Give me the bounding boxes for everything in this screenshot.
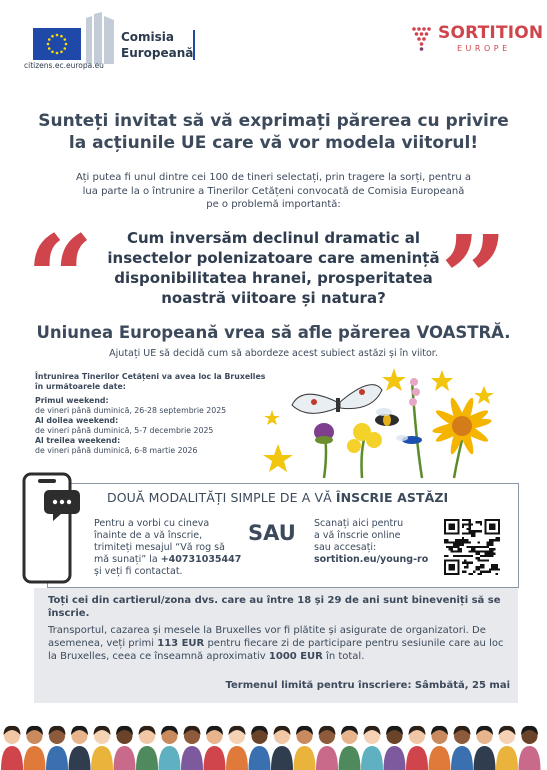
qr-module: [457, 550, 459, 552]
qr-module: [453, 544, 455, 546]
star-decoration: [264, 410, 280, 425]
person-body: [136, 746, 158, 770]
registration-url[interactable]: sortition.eu/young-ro: [314, 554, 429, 565]
qr-module: [464, 539, 466, 541]
qr-module: [448, 541, 450, 543]
qr-module: [451, 548, 453, 550]
qr-module: [466, 566, 468, 568]
qr-module: [457, 548, 459, 550]
qr-module: [478, 557, 480, 559]
qr-module: [493, 548, 495, 550]
dates-intro-line2: în următoarele date:: [35, 382, 126, 391]
qr-module: [491, 564, 493, 566]
main-question: [100, 228, 447, 308]
qr-module: [469, 562, 471, 564]
qr-module: [496, 564, 498, 566]
qr-module: [466, 523, 468, 525]
eu-star: [56, 34, 59, 37]
or-separator: SAU: [248, 521, 296, 545]
person-body: [159, 746, 181, 770]
qr-module: [478, 559, 480, 561]
qr-module: [487, 541, 489, 543]
costs-part2: pentru fiecare zi de participare pentru sesiunile care au loc la Bruxelles, ceea ce înseamnă aproximativ: [48, 638, 504, 663]
person-body: [181, 746, 203, 770]
person-body: [361, 746, 383, 770]
qr-module: [484, 546, 486, 548]
person-body: [519, 746, 541, 770]
qr-module: [489, 544, 491, 546]
qr-module: [491, 539, 493, 541]
qr-module: [466, 564, 468, 566]
qr-module: [448, 523, 455, 530]
qr-module: [460, 539, 462, 541]
qr-module: [469, 530, 471, 532]
intro-text: [40, 171, 507, 212]
qr-module: [471, 530, 473, 532]
qr-module: [475, 546, 477, 548]
qr-module: [487, 546, 489, 548]
qr-module: [462, 539, 464, 541]
qr-module: [471, 562, 473, 564]
registration-title: [107, 490, 448, 505]
registration-title-bold: ÎNSCRIE ASTĂZI: [335, 490, 449, 505]
sortition-logo-icon: [410, 24, 434, 52]
eu-flag-icon: [33, 28, 81, 60]
qr-module: [448, 548, 450, 550]
qr-module: [480, 546, 482, 548]
weekend2-label: Al doilea weekend:: [35, 416, 119, 425]
call-line4: mă sunați” la: [94, 554, 161, 565]
eu-star: [48, 47, 51, 50]
question-line4: noastră viitoare și natura?: [161, 289, 386, 307]
qr-module: [475, 521, 477, 523]
qr-module: [475, 553, 477, 555]
qr-module: [491, 555, 493, 557]
qr-module: [484, 553, 486, 555]
qr-module: [453, 555, 455, 557]
qr-module: [455, 555, 457, 557]
costs-part3: în total.: [322, 651, 365, 663]
qr-module: [480, 521, 482, 523]
qr-module: [466, 519, 468, 521]
star-decoration: [431, 370, 453, 391]
qr-module: [482, 564, 484, 566]
costs-part1: Transportul, cazarea și mesele la Bruxelles vor fi plătite și asigurate de organizatori. De asemenea, veți primi: [48, 625, 486, 650]
person-body: [1, 746, 23, 770]
person-body: [46, 746, 68, 770]
eu-wants-heading: Uniunea Europeană vrea să afle părerea VOASTRĂ.: [36, 323, 511, 342]
ec-name-line2: Europeană: [121, 46, 194, 60]
qr-module: [464, 559, 466, 561]
qr-module: [469, 573, 471, 575]
qr-module: [446, 546, 448, 548]
qr-module: [480, 555, 482, 557]
headline-line2: la acțiunile UE care vă vor modela viitorul!: [68, 133, 479, 153]
qr-module: [466, 532, 468, 534]
qr-module: [469, 523, 471, 525]
qr-module: [466, 539, 468, 541]
person-body: [294, 746, 316, 770]
qr-module: [493, 553, 495, 555]
qr-module: [489, 541, 491, 543]
qr-module: [478, 530, 480, 532]
qr-module: [462, 541, 464, 543]
qr-module: [455, 539, 457, 541]
scan-line1: Scanați aici pentru: [314, 518, 404, 529]
qr-module: [478, 550, 480, 552]
headline: [20, 110, 527, 154]
qr-module: [462, 519, 464, 521]
sortition-subtitle: EUROPE: [457, 44, 511, 53]
qr-module: [457, 539, 459, 541]
qr-module: [462, 544, 464, 546]
intro-line1: Ați putea fi unul dintre cei 100 de tineri selectați, prin tragere la sorți, pentru a: [75, 172, 472, 183]
qr-module: [471, 548, 473, 550]
call-line2: înainte de a vă înscrie,: [94, 530, 203, 541]
qr-module: [471, 523, 473, 525]
qr-module: [466, 541, 468, 543]
qr-module: [471, 573, 473, 575]
qr-module: [464, 519, 466, 521]
weekend1-label: Primul weekend:: [35, 396, 109, 405]
qr-module: [457, 546, 459, 548]
qr-module: [460, 541, 462, 543]
qr-module: [471, 550, 473, 552]
qr-module: [453, 541, 455, 543]
qr-module: [473, 548, 475, 550]
person-body: [474, 746, 496, 770]
qr-module: [469, 526, 471, 528]
daily-amount: 113 EUR: [157, 638, 205, 650]
weekend3-dates: de vineri până duminică, 6-8 martie 2026: [35, 446, 198, 455]
eu-star: [63, 38, 66, 41]
intro-line2: lua parte la o întrunire a Tinerilor Cetățeni convocată de Comisia Europeană: [82, 185, 465, 197]
qr-module: [455, 550, 457, 552]
qr-module: [480, 550, 482, 552]
qr-module: [464, 562, 466, 564]
qr-module: [482, 559, 484, 561]
qr-module: [466, 555, 468, 557]
qr-module: [484, 571, 486, 573]
qr-module: [478, 541, 480, 543]
qr-module: [493, 566, 495, 568]
qr-module: [489, 555, 491, 557]
meeting-dates: [35, 372, 285, 456]
qr-module: [466, 528, 468, 530]
qr-module: [451, 546, 453, 548]
person-body: [271, 746, 293, 770]
qr-module: [469, 555, 471, 557]
person-body: [204, 746, 226, 770]
qr-module: [466, 546, 468, 548]
person-body: [24, 746, 46, 770]
weekend3-label: Al treilea weekend:: [35, 436, 121, 445]
eu-star: [60, 35, 63, 38]
person-body: [406, 746, 428, 770]
qr-module: [487, 559, 489, 561]
qr-module: [469, 528, 471, 530]
qr-module: [478, 521, 480, 523]
qr-module: [462, 532, 464, 534]
people-crowd-illustration: [0, 710, 547, 770]
star-decoration: [263, 444, 293, 472]
qr-module: [453, 550, 455, 552]
qr-module: [478, 553, 480, 555]
qr-module: [457, 541, 459, 543]
qr-module: [469, 550, 471, 552]
intro-line3: pe o problemă importantă:: [206, 199, 341, 210]
qr-module: [462, 537, 464, 539]
qr-module: [480, 564, 482, 566]
qr-module: [475, 550, 477, 552]
qr-module: [473, 546, 475, 548]
qr-module: [482, 555, 484, 557]
call-line5: și veți fi contactat.: [94, 566, 183, 577]
person-body: [429, 746, 451, 770]
qr-module: [448, 546, 450, 548]
qr-module: [469, 541, 471, 543]
deadline-text: Termenul limită pentru înscriere: Sâmbătă, 25 mai: [225, 680, 510, 691]
qr-module: [455, 544, 457, 546]
person-body: [249, 746, 271, 770]
qr-module: [480, 571, 482, 573]
qr-module: [464, 555, 466, 557]
qr-module: [451, 550, 453, 552]
headline-line1: Sunteți invitat să vă exprimați părerea cu privire: [38, 111, 509, 131]
qr-module: [471, 555, 473, 557]
qr-module: [446, 539, 448, 541]
qr-module: [444, 541, 446, 543]
qr-module: [491, 548, 493, 550]
qr-module: [444, 539, 446, 541]
qr-module: [478, 546, 480, 548]
eu-star: [51, 35, 54, 38]
sortition-name: SORTITION: [438, 23, 544, 43]
qr-module: [491, 550, 493, 552]
total-amount: 1000 EUR: [268, 651, 323, 663]
qr-module: [475, 566, 477, 568]
qr-module: [469, 532, 471, 534]
qr-module: [471, 532, 473, 534]
weekend1-dates: de vineri până duminică, 26-28 septembrie 2025: [35, 406, 227, 415]
qr-module: [460, 548, 462, 550]
qr-module: [491, 541, 493, 543]
qr-module: [444, 555, 446, 557]
qr-module: [475, 568, 477, 570]
qr-module: [475, 557, 477, 559]
qr-module: [462, 562, 464, 564]
qr-module: [480, 566, 482, 568]
qr-module: [496, 537, 498, 539]
question-line1: Cum inversăm declinul dramatic al: [126, 229, 421, 247]
eu-star: [56, 52, 59, 55]
qr-module: [498, 568, 500, 570]
qr-module: [455, 541, 457, 543]
qr-module: [473, 532, 475, 534]
qr-module: [469, 546, 471, 548]
eu-star: [48, 38, 51, 41]
registration-title-plain: DOUĂ MODALITĂȚI SIMPLE DE A VĂ: [107, 490, 336, 505]
qr-module: [462, 523, 464, 525]
qr-module: [473, 530, 475, 532]
scan-line2: a vă înscrie online: [314, 530, 401, 541]
qr-module: [484, 559, 486, 561]
qr-module: [487, 553, 489, 555]
qr-module: [460, 555, 462, 557]
qr-module: [484, 550, 486, 552]
qr-module: [491, 568, 493, 570]
qr-module: [446, 555, 448, 557]
qr-module: [496, 568, 498, 570]
person-body: [69, 746, 91, 770]
qr-module: [480, 523, 482, 525]
qr-module: [491, 566, 493, 568]
qr-module: [489, 548, 491, 550]
qr-module: [489, 523, 496, 530]
qr-module: [464, 523, 466, 525]
qr-module: [446, 541, 448, 543]
star-decoration: [382, 368, 406, 391]
qr-module: [453, 546, 455, 548]
person-body: [384, 746, 406, 770]
qr-module: [457, 544, 459, 546]
call-line1: Pentru a vorbi cu cineva: [94, 518, 210, 529]
star-decoration: [474, 386, 494, 404]
open-quote-mark: “: [26, 209, 94, 348]
qr-module: [462, 571, 464, 573]
qr-module: [496, 539, 498, 541]
person-body: [496, 746, 518, 770]
qr-module: [471, 546, 473, 548]
qr-module: [473, 550, 475, 552]
qr-module: [498, 537, 500, 539]
qr-module: [460, 544, 462, 546]
qr-module: [480, 573, 482, 575]
person-body: [316, 746, 338, 770]
qr-module: [473, 535, 475, 537]
qr-module: [487, 544, 489, 546]
qr-module: [480, 530, 482, 532]
phone-chat-icon: [21, 470, 81, 585]
qr-module: [451, 541, 453, 543]
eligibility-text: Toți cei din cartierul/zona dvs. care au între 18 și 29 de ani sunt bineveniți să se înscrie.: [48, 595, 501, 619]
person-body: [451, 746, 473, 770]
qr-module: [484, 555, 486, 557]
qr-module: [469, 519, 471, 521]
phone-number[interactable]: +40731035447: [160, 554, 242, 565]
qr-module: [482, 550, 484, 552]
qr-module: [466, 562, 468, 564]
call-option-text: [94, 518, 262, 578]
qr-module: [478, 573, 480, 575]
person-body: [91, 746, 113, 770]
qr-module: [487, 571, 489, 573]
qr-module: [464, 571, 466, 573]
qr-module: [462, 555, 464, 557]
call-line3: trimiteți mesajul “Vă rog să: [94, 542, 225, 553]
qr-module: [482, 566, 484, 568]
qr-module: [491, 544, 493, 546]
qr-code-icon[interactable]: [444, 519, 500, 575]
qr-module: [496, 566, 498, 568]
qr-module: [496, 573, 498, 575]
qr-module: [475, 530, 477, 532]
qr-module: [480, 559, 482, 561]
question-line2: insectelor polenizatoare care amenință: [107, 249, 440, 267]
qr-module: [471, 535, 473, 537]
qr-module: [489, 550, 491, 552]
qr-module: [457, 555, 459, 557]
qr-module: [478, 568, 480, 570]
qr-module: [487, 550, 489, 552]
ec-website-url[interactable]: citizens.ec.europa.eu: [24, 61, 104, 70]
question-line3: disponibilitatea hranei, prosperitatea: [114, 269, 433, 287]
qr-module: [482, 546, 484, 548]
flowers-insects-illustration: [262, 360, 532, 482]
qr-module: [491, 553, 493, 555]
european-commission-name: [121, 29, 193, 61]
qr-module: [478, 566, 480, 568]
eu-star: [65, 43, 68, 46]
scan-option-text: [314, 518, 444, 566]
eu-star: [51, 50, 54, 53]
qr-module: [460, 550, 462, 552]
qr-module: [464, 566, 466, 568]
help-eu-subtitle: Ajutați UE să decidă cum să abordeze acest subiect astăzi și în viitor.: [109, 348, 438, 359]
qr-module: [489, 571, 491, 573]
header-divider: [193, 30, 195, 60]
person-body: [114, 746, 136, 770]
close-quote-mark: ”: [440, 209, 508, 348]
qr-module: [482, 571, 484, 573]
qr-module: [487, 555, 489, 557]
qr-module: [489, 539, 491, 541]
scan-line3: sau accesați:: [314, 542, 377, 553]
eu-star: [63, 47, 66, 50]
qr-module: [473, 571, 475, 573]
eu-star: [47, 43, 50, 46]
qr-module: [464, 541, 466, 543]
qr-module: [498, 539, 500, 541]
qr-module: [455, 546, 457, 548]
dates-intro-line1: Întrunirea Tinerilor Cetățeni va avea loc la Bruxelles: [35, 372, 266, 381]
person-body: [339, 746, 361, 770]
person-body: [226, 746, 248, 770]
eu-star: [60, 50, 63, 53]
qr-module: [448, 564, 455, 571]
qr-module: [493, 564, 495, 566]
costs-text: [48, 624, 508, 664]
qr-module: [464, 532, 466, 534]
qr-module: [462, 526, 464, 528]
qr-module: [493, 539, 495, 541]
qr-module: [489, 568, 491, 570]
ec-name-line1: Comisia: [121, 30, 175, 44]
qr-module: [493, 568, 495, 570]
qr-module: [489, 553, 491, 555]
qr-module: [469, 521, 471, 523]
weekend2-dates: de vineri până duminică, 5-7 decembrie 2025: [35, 426, 214, 435]
